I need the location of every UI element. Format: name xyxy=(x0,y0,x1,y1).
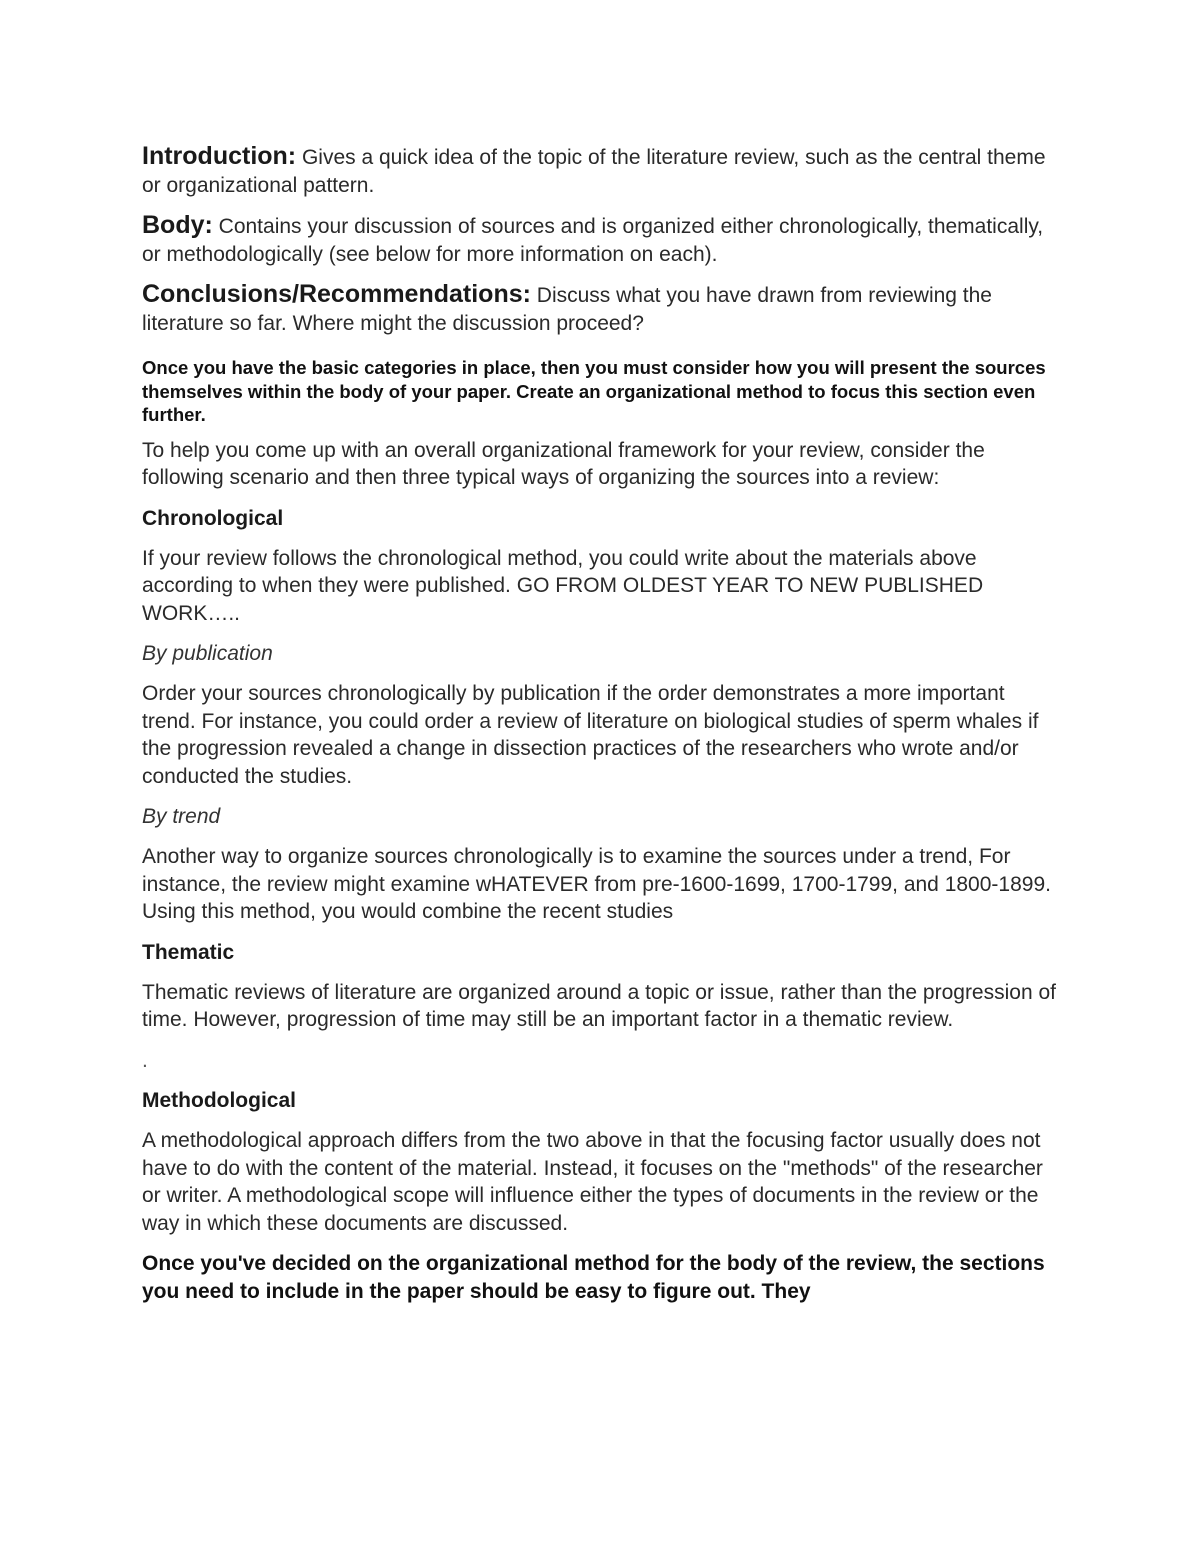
body-term: Body: xyxy=(142,211,213,239)
conclusions-text: Discuss what you have drawn from reviewing the literature so far. Where might the discussion proceed? xyxy=(142,284,992,335)
introduction-paragraph xyxy=(142,143,1062,199)
body-paragraph xyxy=(142,212,1062,268)
categories-note: Once you have the basic categories in place, then you must consider how you will present the sources themselves within the body of your paper. Create an organizational method to focus this section even further. xyxy=(142,357,1046,425)
introduction-term: Introduction: xyxy=(142,142,297,170)
by-publication-text: Order your sources chronologically by publication if the order demonstrates a more important trend. For instance, you could order a review of literature on biological studies of sperm whales if the progression revealed a change in dissection practices of the researchers who wrote and/or conducted the studies. xyxy=(142,682,1039,788)
methodological-heading: Methodological xyxy=(142,1089,296,1112)
thematic-heading: Thematic xyxy=(142,940,235,964)
conclusions-term: Conclusions/Recommendations: xyxy=(142,280,531,308)
by-publication-heading: By publication xyxy=(142,642,273,665)
framework-paragraph: To help you come up with an overall organizational framework for your review, consider the following scenario and then three typical ways of organizing the sources into a review: xyxy=(142,438,985,489)
chronological-text: If your review follows the chronological method, you could write about the materials above according to when they were published. GO FROM OLDEST YEAR TO NEW PUBLISHED WORK….. xyxy=(142,546,984,625)
body-text: Contains your discussion of sources and is organized either chronologically, thematically, or methodologically (see below for more information on each). xyxy=(142,215,1044,266)
methodological-text: A methodological approach differs from the two above in that the focusing factor usually does not have to do with the content of the material. Instead, it focuses on the "methods" of the researcher or writer. A methodological scope will influence either the types of documents in the review or the way in which these documents are discussed. xyxy=(142,1129,1043,1235)
introduction-text: Gives a quick idea of the topic of the literature review, such as the central theme or organizational pattern. xyxy=(142,146,1046,197)
thematic-text: Thematic reviews of literature are organized around a topic or issue, rather than the progression of time. However, progression of time may still be an important factor in a thematic review. xyxy=(142,980,1056,1031)
chronological-heading: Chronological xyxy=(142,506,284,530)
separator-dot: . xyxy=(142,1048,148,1072)
conclusions-paragraph xyxy=(142,281,1062,337)
final-note: Once you've decided on the organizational method for the body of the review, the sections you need to include in the paper should be easy to figure out. They xyxy=(142,1252,1045,1303)
by-trend-heading: By trend xyxy=(142,805,221,828)
by-trend-text: Another way to organize sources chronologically is to examine the sources under a trend, For instance, the review might examine wHATEVER from pre-1600-1699, 1700-1799, and 1800-1899. Using this method, you would combine the recent studies xyxy=(142,845,1051,923)
document-page xyxy=(142,138,1062,1306)
